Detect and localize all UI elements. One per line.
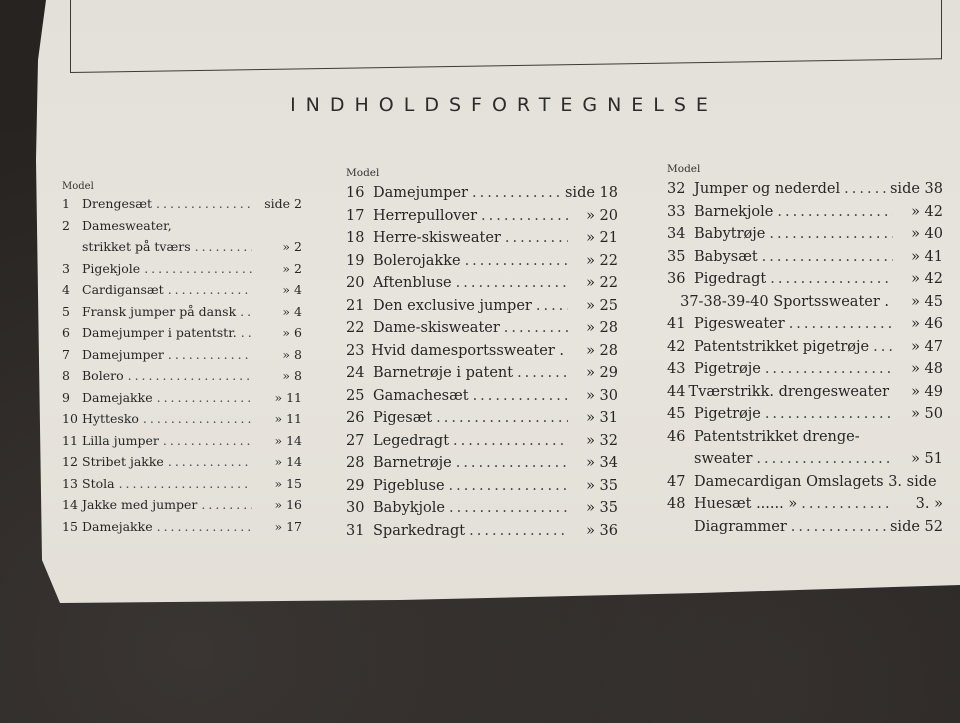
page-reference: » 11 [274, 389, 302, 405]
model-title: Damejakke [82, 518, 153, 534]
toc-list [667, 181, 943, 541]
page-reference: » 14 [274, 454, 302, 469]
model-title: Huesæt ...... » [694, 496, 798, 512]
page-reference: » 4 [282, 282, 302, 297]
toc-entry [667, 204, 943, 227]
page-reference: » 40 [911, 226, 943, 242]
leader-dots [156, 196, 252, 211]
leader-dots [762, 249, 893, 265]
model-number: 21 [346, 297, 365, 314]
page-reference: » 29 [586, 365, 618, 381]
toc-entry [346, 320, 618, 343]
leader-dots [201, 497, 252, 512]
page-reference: » 35 [586, 477, 618, 494]
toc-entry [62, 218, 302, 240]
leader-dots [844, 181, 886, 197]
model-title: Pigekjole [82, 260, 141, 276]
toc-entry [346, 185, 618, 208]
model-number: 43 [667, 361, 686, 377]
toc-entry [346, 455, 618, 478]
toc-entry [346, 208, 618, 231]
toc-entry [667, 429, 943, 452]
model-number: 23 [346, 342, 365, 359]
page-title: INDHOLDSFORTEGNELSE [290, 94, 718, 116]
toc-entry [667, 384, 943, 407]
model-number: 29 [346, 477, 365, 494]
model-number: 45 [667, 406, 686, 422]
toc-entry [62, 282, 302, 304]
toc-entry [667, 474, 943, 497]
page-reference: » 31 [586, 410, 618, 426]
page-reference: » 4 [282, 303, 302, 319]
model-title: Stribet jakke [82, 454, 164, 469]
leader-dots [143, 411, 252, 426]
model-number: 9 [62, 389, 70, 405]
leader-dots [453, 433, 568, 449]
model-title: Pigetrøje [694, 406, 761, 422]
model-number: 48 [667, 496, 686, 512]
leader-dots [770, 271, 893, 287]
page-reference: » 17 [274, 518, 302, 534]
page-reference: 3. » [915, 496, 943, 512]
model-number: 11 [62, 432, 78, 448]
toc-entry [667, 181, 943, 204]
model-title: Patentstrikket drenge- [694, 428, 860, 445]
model-title: Pigetrøje [694, 361, 761, 377]
model-number: 36 [667, 271, 686, 287]
page-reference: » 16 [274, 497, 302, 512]
leader-dots [456, 275, 568, 291]
model-number: 4 [62, 282, 70, 297]
toc-entry [667, 271, 943, 294]
model-number: 1 [62, 196, 70, 211]
model-title: Tværstrikk. drengesweater [688, 383, 889, 400]
page-reference: » 35 [586, 500, 618, 516]
leader-dots [449, 478, 568, 494]
model-title: Herrepullover [373, 207, 477, 224]
page-reference: » 34 [586, 455, 618, 471]
page-reference: » 11 [274, 411, 302, 426]
model-number: 12 [62, 454, 78, 469]
leader-dots [119, 476, 252, 491]
model-title: Hyttesko [82, 411, 139, 426]
leader-dots [168, 347, 252, 362]
toc-entry [346, 230, 618, 253]
model-number: 47 [667, 473, 686, 490]
model-number: 27 [346, 432, 365, 449]
toc-entry [667, 406, 943, 429]
page-reference: » 8 [282, 346, 302, 362]
model-number: 17 [346, 207, 365, 224]
model-title: Babykjole [373, 500, 446, 516]
leader-dots [472, 185, 561, 201]
model-number: 33 [667, 203, 686, 220]
model-title: Hvid damesportssweater . [371, 342, 564, 359]
toc-entry [346, 500, 618, 523]
model-number: 35 [667, 248, 686, 265]
model-title: Cardigansæt [82, 282, 164, 297]
model-title: Damejumper [373, 185, 468, 201]
model-number: 46 [667, 428, 686, 445]
leader-dots [157, 390, 252, 405]
toc-entry [346, 478, 618, 501]
model-number: 31 [346, 522, 365, 539]
model-title: Sparkedragt [373, 522, 466, 539]
toc-entry [346, 433, 618, 456]
page-reference: » 28 [586, 342, 618, 359]
model-title: Stola [82, 475, 115, 491]
model-number: 2 [62, 217, 70, 233]
toc-entry [346, 523, 618, 546]
toc-entry [62, 411, 302, 433]
leader-dots [777, 204, 893, 220]
toc-entry [62, 390, 302, 412]
model-title: Pigesweater [694, 316, 785, 332]
toc-entry [62, 239, 302, 261]
model-title: Diagrammer [694, 518, 787, 535]
toc-entry [62, 519, 302, 541]
toc-entry [346, 275, 618, 298]
leader-dots [873, 339, 893, 355]
toc-entry [346, 365, 618, 388]
toc-entry [62, 497, 302, 519]
model-heading: Model [667, 163, 701, 175]
page-reference: » 32 [586, 432, 618, 449]
model-title: Barnetrøje i patent [373, 365, 514, 381]
model-title: Pigebluse [373, 477, 445, 494]
model-title: Babysæt [694, 248, 758, 265]
model-title: Barnetrøje [373, 455, 452, 471]
page-reference: side 2 [264, 196, 302, 211]
toc-entry [346, 253, 618, 276]
model-number: 18 [346, 230, 365, 246]
toc-entry [62, 196, 302, 218]
toc-entry [62, 433, 302, 455]
model-title: Jumper og nederdel [694, 181, 841, 197]
model-title: 37-38-39-40 Sportssweater . [680, 293, 889, 310]
model-title: Damesweater, [82, 217, 172, 233]
toc-entry [62, 261, 302, 283]
page-reference: » 21 [586, 230, 618, 246]
leader-dots [756, 451, 893, 467]
model-title: Damejakke [82, 389, 153, 405]
model-title: Damejumper [82, 346, 164, 362]
cover-frame-border [70, 0, 942, 73]
leader-dots [128, 368, 252, 383]
leader-dots [436, 410, 568, 426]
leader-dots [801, 496, 893, 512]
page-reference: » 48 [911, 361, 943, 377]
model-title: Lilla jumper [82, 432, 159, 448]
toc-entry [667, 294, 943, 317]
model-title: strikket på tværs [82, 239, 191, 254]
model-number: 42 [667, 338, 686, 355]
model-title: Pigesæt [373, 410, 433, 426]
page-reference: » 22 [586, 275, 618, 291]
leader-dots [157, 519, 252, 534]
toc-entry [667, 519, 943, 542]
toc-entry [667, 496, 943, 519]
toc-entry [667, 316, 943, 339]
toc-entry [667, 361, 943, 384]
page-reference: » 20 [586, 207, 618, 224]
leader-dots [765, 406, 893, 422]
model-number: 10 [62, 411, 78, 426]
leader-dots [168, 454, 252, 469]
leader-dots [504, 320, 568, 336]
leader-dots [769, 226, 893, 242]
model-number: 15 [62, 518, 78, 534]
model-title: Pigedragt [694, 271, 767, 287]
page-reference: » 2 [282, 239, 302, 254]
toc-entry [667, 226, 943, 249]
page-reference: » 47 [911, 338, 943, 355]
leader-dots [473, 388, 568, 404]
page-reference: » 15 [274, 475, 302, 491]
model-number: 26 [346, 410, 365, 426]
leader-dots [789, 316, 893, 332]
model-number: 41 [667, 316, 686, 332]
model-number: 32 [667, 181, 686, 197]
toc-entry [62, 368, 302, 390]
leader-dots [240, 304, 252, 319]
model-number: 44 [667, 383, 686, 400]
model-title: Patentstrikket pigetrøje [694, 338, 870, 355]
model-title: Fransk jumper på dansk [82, 303, 237, 319]
page-reference: » 36 [586, 522, 618, 539]
page-reference: » 41 [911, 248, 943, 265]
model-title: Dame-skisweater [373, 320, 500, 336]
leader-dots [168, 282, 252, 297]
toc-entry [667, 339, 943, 362]
page-reference: » 45 [911, 293, 943, 310]
toc-entry [667, 249, 943, 272]
page-reference: » 42 [911, 271, 943, 287]
leader-dots [765, 361, 893, 377]
page-reference: » 28 [586, 320, 618, 336]
leader-dots [536, 298, 568, 314]
model-title: Babytrøje [694, 226, 766, 242]
toc-entry [62, 454, 302, 476]
model-title: Bolero [82, 368, 124, 383]
page-reference: » 49 [911, 383, 943, 400]
leader-dots [449, 500, 568, 516]
model-title: Herre-skisweater [373, 230, 501, 246]
model-number: 13 [62, 475, 78, 491]
model-heading: Model [62, 181, 94, 192]
page-reference: » 6 [282, 325, 302, 340]
model-number: 34 [667, 226, 686, 242]
toc-list [346, 185, 618, 545]
leader-dots [163, 433, 252, 448]
model-number: 14 [62, 497, 78, 512]
toc-column-3 [667, 163, 943, 541]
toc-column-1 [62, 181, 302, 540]
model-title: Barnekjole [694, 203, 774, 220]
leader-dots [241, 325, 252, 340]
page-reference: » 50 [911, 406, 943, 422]
page-reference: » 25 [586, 297, 618, 314]
toc-entry [62, 325, 302, 347]
toc-entry [346, 410, 618, 433]
page-reference: side 18 [564, 185, 618, 201]
model-number: 6 [62, 325, 70, 340]
model-number: 19 [346, 252, 365, 269]
model-title: Aftenbluse [373, 275, 452, 291]
leader-dots [505, 230, 568, 246]
toc-entry [346, 298, 618, 321]
model-title: Gamachesæt [373, 387, 469, 404]
leader-dots [791, 519, 886, 535]
leader-dots [481, 208, 568, 224]
page-reference: side 38 [889, 181, 943, 197]
model-title: sweater [694, 451, 753, 467]
page-reference: » 46 [911, 316, 943, 332]
toc-column-2 [346, 167, 618, 545]
model-title: Damejumper i patentstr. [82, 325, 237, 340]
leader-dots [195, 239, 252, 254]
model-number: 5 [62, 303, 70, 319]
page-reference: » 8 [282, 368, 302, 383]
model-number: 20 [346, 275, 365, 291]
model-title: Drengesæt [82, 196, 153, 211]
model-title: Jakke med jumper [82, 497, 198, 512]
model-number: 3 [62, 260, 70, 276]
model-number: 16 [346, 185, 365, 201]
leader-dots [517, 365, 568, 381]
model-number: 7 [62, 346, 70, 362]
toc-entry [667, 451, 943, 474]
model-number: 8 [62, 368, 70, 383]
leader-dots [456, 455, 568, 471]
model-title: Damecardigan Omslagets 3. side [694, 473, 937, 490]
page-reference: » 42 [911, 203, 943, 220]
leader-dots [465, 253, 568, 269]
model-title: Den exclusive jumper [373, 297, 532, 314]
model-title: Bolerojakke [373, 252, 461, 269]
page-reference: » 30 [586, 387, 618, 404]
page-reference: side 52 [889, 518, 943, 535]
page-reference: » 22 [586, 252, 618, 269]
leader-dots [144, 261, 252, 276]
model-number: 30 [346, 500, 365, 516]
toc-entry [62, 476, 302, 498]
page-reference: » 14 [274, 432, 302, 448]
page-reference: » 2 [282, 260, 302, 276]
toc-entry [346, 388, 618, 411]
toc-list [62, 196, 302, 540]
model-number: 22 [346, 320, 365, 336]
model-title: Legedragt [373, 432, 450, 449]
page-reference: » 51 [911, 451, 943, 467]
toc-entry [62, 347, 302, 369]
model-number: 24 [346, 365, 365, 381]
model-heading: Model [346, 167, 380, 179]
leader-dots [469, 523, 568, 539]
model-number: 28 [346, 455, 365, 471]
toc-entry [346, 343, 618, 366]
toc-entry [62, 304, 302, 326]
model-number: 25 [346, 387, 365, 404]
